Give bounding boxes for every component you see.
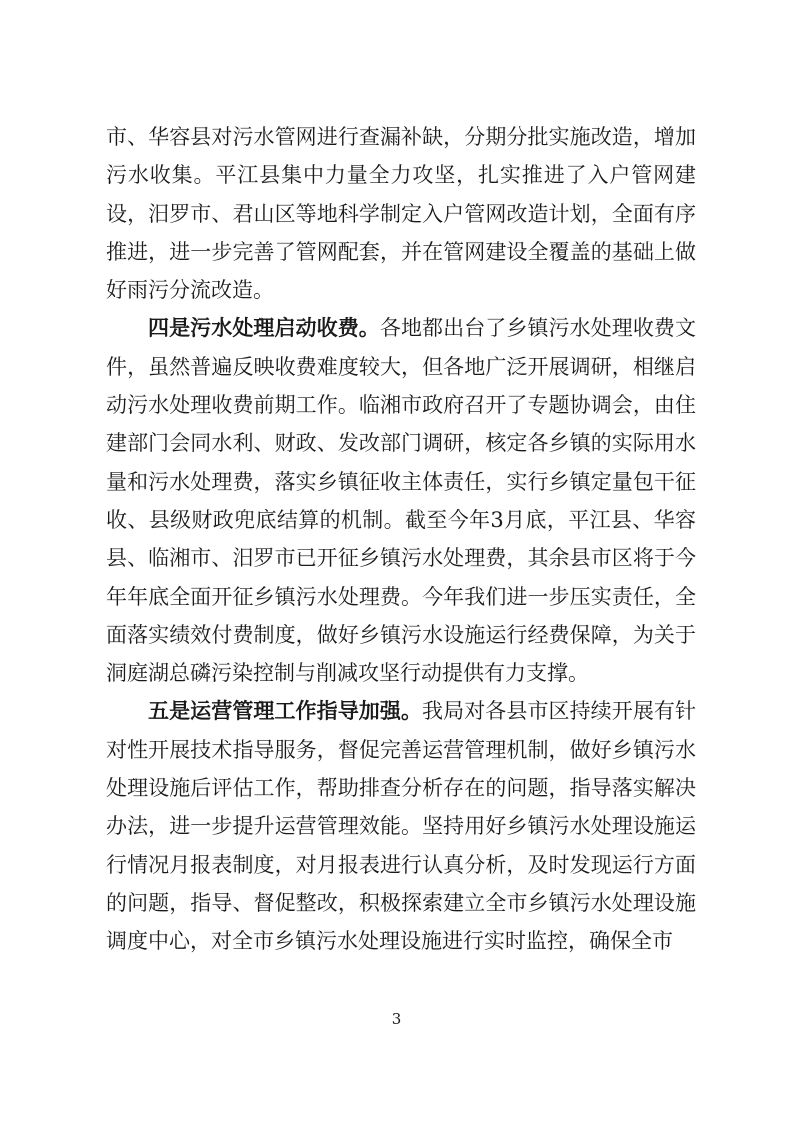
paragraph-lead-heading: 五是运营管理工作指导加强。	[148, 698, 423, 724]
paragraph-text: 我局对各县市区持续开展有针对性开展技术指导服务，督促完善运营管理机制，做好乡镇污水处理设施后评估工作，帮助排查分析存在的问题，指导落实解决办法，进一步提升运营管理效能。坚持用好乡镇污水处理设施运行情况月报表制度，对月报表进行认真分析，及时发现运行方面的问题，指导、督促整改，积极探索建立全市乡镇污水处理设施调度中心，对全市乡镇污水处理设施进行实时监控，确保全市	[106, 699, 697, 954]
paragraph-lead-heading: 四是污水处理启动收费。	[148, 315, 380, 341]
paragraph-sewage-fee	[106, 309, 696, 692]
paragraph-text: 市、华容县对污水管网进行查漏补缺，分期分批实施改造，增加污水收集。平江县集中力量全力攻坚，扎实推进了入户管网建设，汨罗市、君山区等地科学制定入户管网改造计划，全面有序推进，进一步完善了管网配套，并在管网建设全覆盖的基础上做好雨污分流改造。	[106, 125, 696, 303]
paragraph-operation-guidance	[106, 692, 696, 960]
page-number: 3	[391, 1010, 402, 1028]
document-body	[106, 118, 696, 961]
paragraph-text: 各地都出台了乡镇污水处理收费文件，虽然普遍反映收费难度较大，但各地广泛开展调研，相继启动污水处理收费前期工作。临湘市政府召开了专题协调会，由住建部门会同水利、财政、发改部门调研，核定各乡镇的实际用水量和污水处理费，落实乡镇征收主体责任，实行乡镇定量包干征收、县级财政兜底结算的机制。截至今年3月底，平江县、华容县、临湘市、汨罗市已开征乡镇污水处理费，其余县市区将于今年年底全面开征乡镇污水处理费。今年我们进一步压实责任，全面落实绩效付费制度，做好乡镇污水设施运行经费保障，为关于洞庭湖总磷污染控制与削减攻坚行动提供有力支撑。	[106, 316, 697, 686]
paragraph-continuation	[106, 118, 696, 309]
